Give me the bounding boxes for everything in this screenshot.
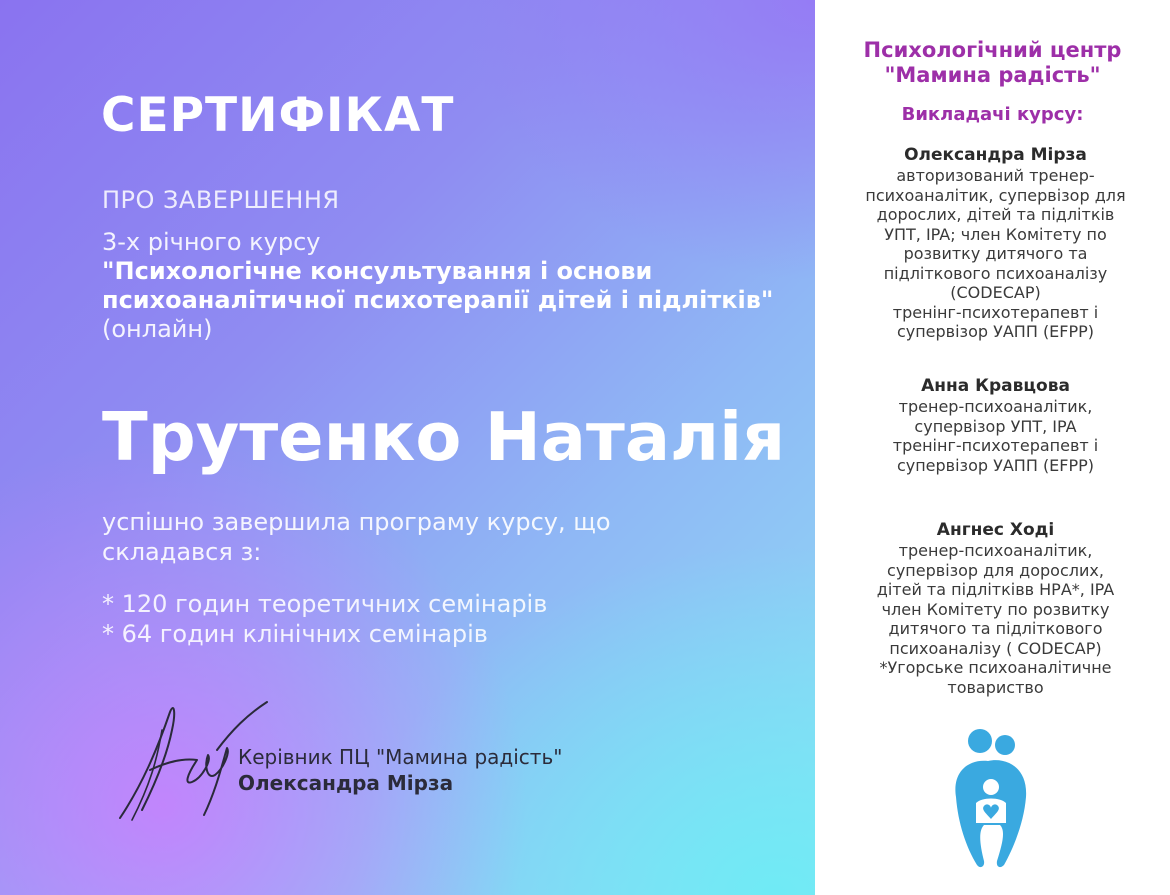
certificate-subtitle: ПРО ЗАВЕРШЕННЯ — [102, 186, 340, 214]
family-heart-logo-icon — [950, 727, 1032, 869]
teacher-card — [823, 144, 1168, 342]
teacher-card — [823, 519, 1168, 697]
teacher-name: Олександра Мірза — [904, 145, 1087, 165]
signatory-role: Керівник ПЦ "Мамина радість" — [238, 745, 563, 769]
teachers-sidebar — [815, 0, 1170, 895]
course-intro: 3-х річного курсу — [102, 228, 321, 256]
hours-list — [102, 589, 547, 649]
course-name: "Психологічне консультування і основи психоаналітичної психотерапії дітей і підлітків" — [102, 257, 774, 314]
certificate-title: СЕРТИФІКАТ — [101, 88, 455, 143]
hours-item-theory: * 120 годин теоретичних семінарів — [102, 590, 548, 618]
course-mode: (онлайн) — [102, 315, 213, 343]
teacher-description: авторизований тренер- психоаналітик, супервізор для дорослих, дітей та підлітків УПТ, IPA; член Комітету по розвитку дитячого та підліткового психоаналізу (CODECAP) тренінг-психотерапевт і супервізор УАПП (EFPP) — [865, 166, 1126, 341]
teacher-card — [823, 375, 1168, 475]
signatory-name: Олександра Мірза — [238, 771, 454, 795]
teacher-description: тренер-психоаналітик, супервізор для дорослих, дітей та підлітківв НРА*, IPA член Комітету по розвитку дитячого та підліткового психоаналізу ( CODECAP) *Угорське психоаналітичне товариство — [876, 541, 1115, 697]
completion-text: успішно завершила програму курсу, що складався з: — [102, 508, 611, 566]
hours-item-clinical: * 64 годин клінічних семінарів — [102, 620, 488, 648]
teacher-name: Ангнес Ході — [936, 520, 1055, 540]
teacher-name: Анна Кравцова — [921, 376, 1070, 396]
teacher-description: тренер-психоаналітик, супервізор УПТ, IPA тренінг-психотерапевт і супервізор УАПП (EFPP) — [892, 397, 1099, 475]
teachers-label: Викладачі курсу: — [901, 104, 1084, 125]
center-title: Психологічний центр "Мамина радість" — [863, 38, 1122, 87]
recipient-name: Трутенко Наталія — [102, 398, 786, 476]
course-description — [102, 228, 792, 344]
